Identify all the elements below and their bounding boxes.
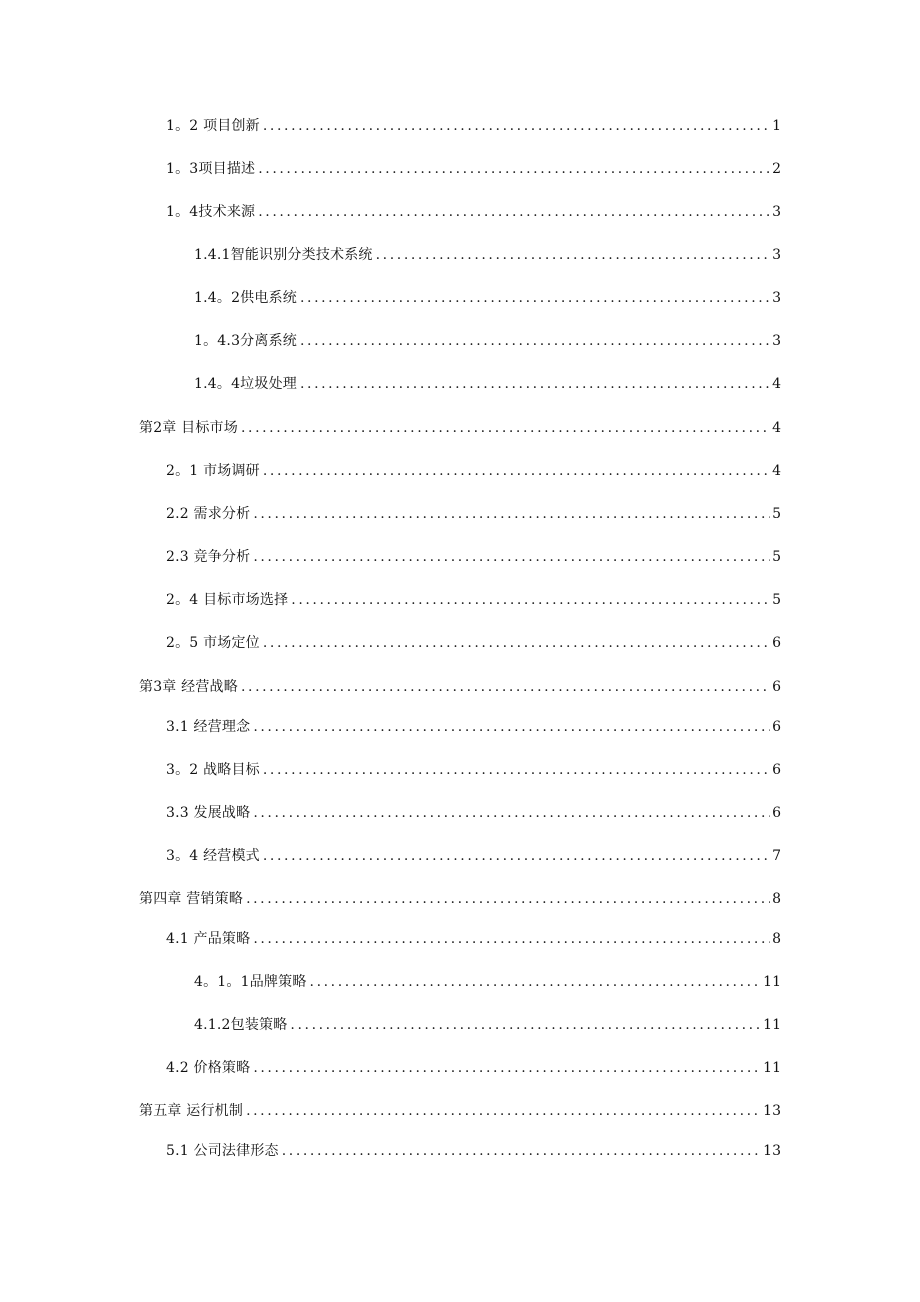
toc-entry-label: 第四章 营销策略 [139,891,244,907]
toc-entry-label: 3。4 经营模式 [166,848,260,864]
toc-entry[interactable] [194,332,781,350]
toc-entry-page: 11 [763,1017,781,1033]
toc-entry-page: 3 [772,333,781,349]
toc-entry-page: 7 [772,848,781,864]
toc-entry-label: 1.4。2供电系统 [194,290,297,306]
toc-dot-leader [263,847,770,865]
toc-entry-label: 第3章 经营战略 [139,679,238,695]
toc-entry-label: 2。5 市场定位 [166,635,260,651]
toc-dot-leader [253,505,770,523]
toc-entry[interactable] [166,160,781,178]
toc-entry-page: 4 [772,420,781,436]
toc-entry[interactable] [166,804,781,822]
toc-entry[interactable] [194,375,781,393]
toc-entry-label: 1。2 项目创新 [166,118,260,134]
toc-entry-page: 11 [763,1060,781,1076]
toc-entry[interactable] [166,634,781,652]
toc-dot-leader [246,1102,761,1120]
toc-entry-page: 2 [772,161,781,177]
toc-entry[interactable] [166,930,781,948]
toc-entry-label: 1.4。4垃圾处理 [194,376,297,392]
toc-dot-leader [263,117,770,135]
toc-entry-label: 2。1 市场调研 [166,463,260,479]
toc-dot-leader [282,1142,761,1160]
toc-entry-page: 5 [772,549,781,565]
toc-dot-leader [253,1059,761,1077]
toc-entry-label: 1。4.3分离系统 [194,333,297,349]
toc-entry[interactable] [166,462,781,480]
toc-entry-label: 3.1 经营理念 [166,719,251,735]
toc-entry-page: 5 [772,592,781,608]
toc-entry[interactable] [194,289,781,307]
toc-dot-leader [310,973,762,991]
toc-entry-page: 6 [772,805,781,821]
toc-entry-label: 2。4 目标市场选择 [166,592,289,608]
toc-dot-leader [258,203,770,221]
toc-entry-label: 1。3项目描述 [166,161,256,177]
toc-entry-page: 8 [772,891,781,907]
toc-entry[interactable] [194,973,781,991]
toc-entry[interactable] [139,890,781,908]
toc-entry-label: 3.3 发展战略 [166,805,251,821]
toc-dot-leader [253,930,770,948]
toc-dot-leader [263,634,770,652]
toc-dot-leader [241,678,770,696]
toc-entry-page: 3 [772,247,781,263]
toc-entry-page: 5 [772,506,781,522]
toc-entry-page: 6 [772,719,781,735]
toc-entry-page: 11 [763,974,781,990]
toc-entry[interactable] [166,548,781,566]
toc-entry[interactable] [166,505,781,523]
toc-entry[interactable] [194,1016,781,1034]
toc-entry-label: 4.2 价格策略 [166,1060,251,1076]
toc-entry[interactable] [166,591,781,609]
toc-entry-page: 4 [772,463,781,479]
toc-entry[interactable] [166,117,781,135]
toc-dot-leader [300,375,770,393]
toc-entry-label: 4。1。1品牌策略 [194,974,307,990]
toc-entry-page: 3 [772,290,781,306]
toc-dot-leader [291,591,770,609]
toc-entry-page: 6 [772,679,781,695]
toc-entry[interactable] [139,419,781,437]
toc-dot-leader [300,332,770,350]
toc-entry-label: 1。4技术来源 [166,204,256,220]
toc-dot-leader [253,804,770,822]
toc-entry-page: 3 [772,204,781,220]
toc-entry-label: 5.1 公司法律形态 [166,1143,279,1159]
toc-entry-page: 4 [772,376,781,392]
toc-entry[interactable] [166,718,781,736]
toc-entry[interactable] [166,1142,781,1160]
toc-entry-label: 3。2 战略目标 [166,762,260,778]
toc-entry-label: 第五章 运行机制 [139,1103,244,1119]
toc-dot-leader [241,419,770,437]
toc-dot-leader [246,890,770,908]
toc-entry-page: 6 [772,762,781,778]
toc-dot-leader [263,462,770,480]
toc-dot-leader [258,160,770,178]
toc-entry-page: 13 [763,1143,781,1159]
toc-entry-page: 1 [772,118,781,134]
toc-dot-leader [290,1016,761,1034]
toc-dot-leader [263,761,770,779]
toc-dot-leader [300,289,770,307]
toc-entry-page: 6 [772,635,781,651]
toc-entry-label: 2.2 需求分析 [166,506,251,522]
toc-dot-leader [253,548,770,566]
toc-entry[interactable] [166,203,781,221]
toc-entry-label: 4.1 产品策略 [166,931,251,947]
toc-entry-label: 2.3 竞争分析 [166,549,251,565]
toc-entry-page: 8 [772,931,781,947]
toc-entry[interactable] [139,1102,781,1120]
toc-entry-label: 4.1.2包装策略 [194,1017,288,1033]
toc-entry[interactable] [194,246,781,264]
toc-entry[interactable] [166,761,781,779]
toc-dot-leader [253,718,770,736]
toc-entry-label: 1.4.1智能识别分类技术系统 [194,247,373,263]
toc-entry[interactable] [166,847,781,865]
toc-entry[interactable] [139,678,781,696]
toc-dot-leader [376,246,770,264]
toc-entry-label: 第2章 目标市场 [139,420,238,436]
toc-entry[interactable] [166,1059,781,1077]
toc-entry-page: 13 [763,1103,781,1119]
